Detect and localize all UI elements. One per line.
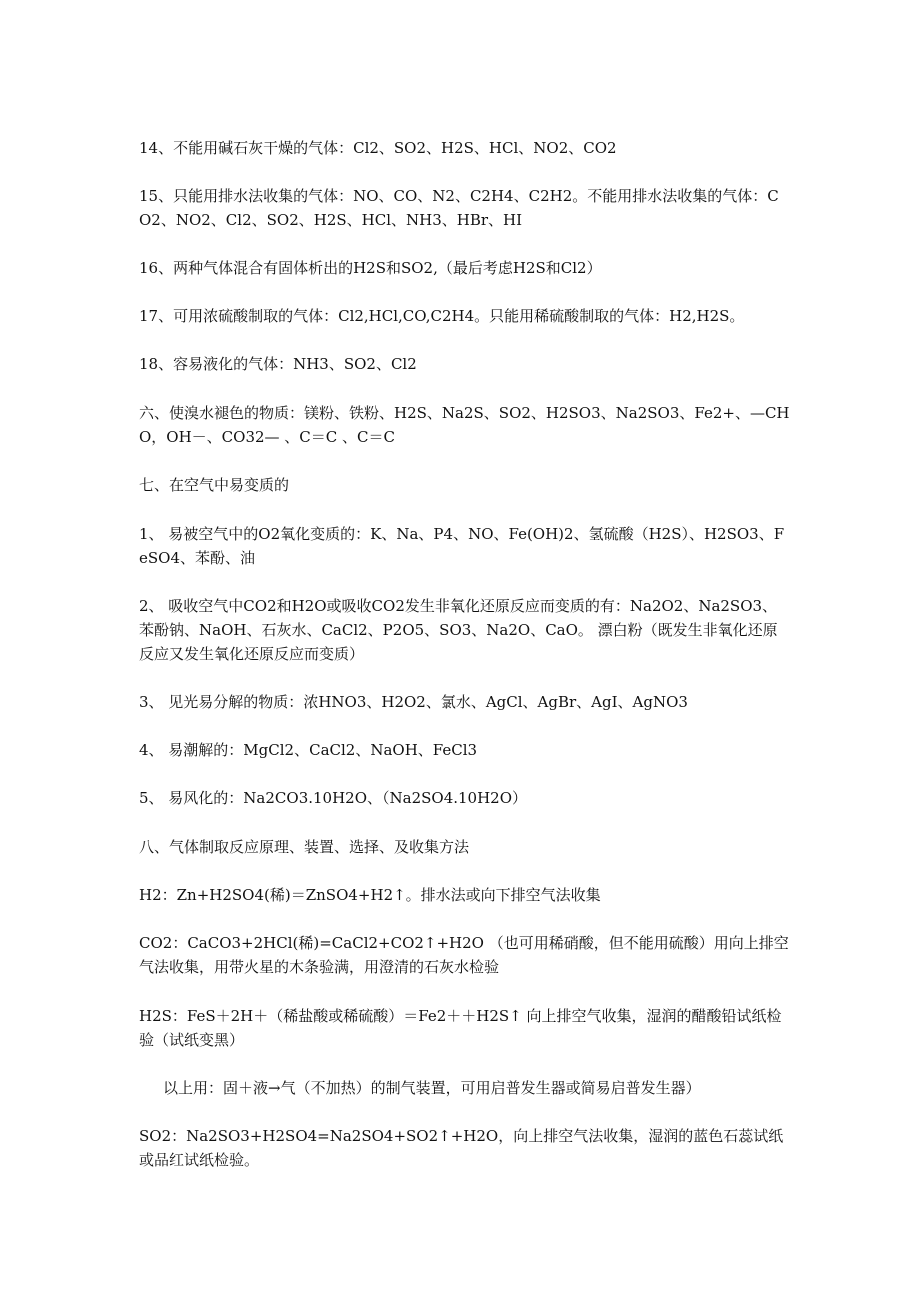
air-item-5-efflorescence: 5、 易风化的：Na2CO3.10H2O、（Na2SO4.10H2O） [139,789,528,807]
paragraph-item-14: 14、不能用碱石灰干燥的气体：Cl2、SO2、H2S、HCl、NO2、CO2 [139,139,617,157]
paragraph-item-16: 16、两种气体混合有固体析出的H2S和SO2,（最后考虑H2S和Cl2） [139,259,602,277]
air-item-1-oxidation: 1、 易被空气中的O2氧化变质的：K、Na、P4、NO、Fe(OH)2、氢硫酸（H2S）、H2SO3、FeSO4、苯酚、油 [139,525,785,567]
gas-so2-preparation: SO2：Na2SO3+H2SO4=Na2SO4+SO2↑+H2O，向上排空气法收集，湿润的蓝色石蕊试纸或品红试纸检验。 [139,1127,784,1169]
section-eight-heading: 八、气体制取反应原理、装置、选择、及收集方法 [139,838,470,856]
paragraph-item-15: 15、只能用排水法收集的气体：NO、CO、N2、C2H4、C2H2。不能用排水法收集的气体：CO2、NO2、Cl2、SO2、H2S、HCl、NH3、HBr、HI [139,187,779,229]
air-item-2-co2-absorption: 2、 吸收空气中CO2和H2O或吸收CO2发生非氧化还原反应而变质的有：Na2O2、Na2SO3、苯酚钠、NaOH、石灰水、CaCl2、P2O5、SO3、Na2O、CaO。 漂白粉（既发生非氧化还原反应又发生氧化还原反应而变质） [139,597,778,663]
section-seven-heading: 七、在空气中易变质的 [139,476,290,494]
apparatus-note: 以上用：固＋液→气（不加热）的制气装置，可用启普发生器或简易启普发生器） [163,1079,701,1097]
paragraph-item-17: 17、可用浓硫酸制取的气体：Cl2,HCl,CO,C2H4。只能用稀硫酸制取的气体：H2,H2S。 [139,307,745,325]
gas-h2-preparation: H2：Zn+H2SO4(稀)＝ZnSO4+H2↑。排水法或向下排空气法收集 [139,886,601,904]
section-six-bromine-water: 六、使溴水褪色的物质：镁粉、铁粉、H2S、Na2S、SO2、H2SO3、Na2SO3、Fe2+、—CHO，OH－、CO32— 、C＝C 、C＝C [139,404,790,446]
paragraph-item-18: 18、容易液化的气体：NH3、SO2、Cl2 [139,355,417,373]
gas-h2s-preparation: H2S：FeS＋2H＋（稀盐酸或稀硫酸）＝Fe2＋＋H2S↑ 向上排空气收集，湿润的醋酸铅试纸检验（试纸变黑） [139,1007,782,1049]
air-item-3-light-decomposition: 3、 见光易分解的物质：浓HNO3、H2O2、氯水、AgCl、AgBr、AgI、AgNO3 [139,693,688,711]
gas-co2-preparation: CO2：CaCO3+2HCl(稀)=CaCl2+CO2↑+H2O （也可用稀硝酸，但不能用硫酸）用向上排空气法收集，用带火星的木条验满，用澄清的石灰水检验 [139,934,789,976]
air-item-4-deliquescence: 4、 易潮解的：MgCl2、CaCl2、NaOH、FeCl3 [139,741,478,759]
